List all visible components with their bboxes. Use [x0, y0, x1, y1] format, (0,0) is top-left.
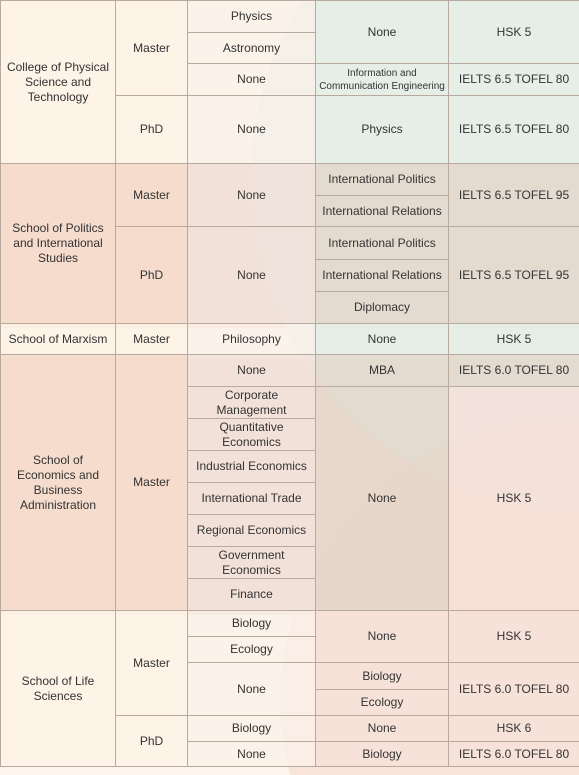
- major-cell: International Relations: [316, 260, 449, 292]
- major-cell: None: [316, 611, 449, 663]
- requirement-cell: HSK 5: [449, 387, 579, 611]
- major-cell: Physics: [316, 96, 449, 164]
- requirement-cell: IELTS 6.5 TOFEL 80: [449, 96, 579, 164]
- direction-cell: Biology: [188, 611, 316, 637]
- direction-cell: Astronomy: [188, 33, 316, 64]
- direction-cell: None: [188, 96, 316, 164]
- major-cell: MBA: [316, 355, 449, 387]
- college-cell: School of Marxism: [1, 324, 116, 355]
- direction-cell: Quantitative Economics: [188, 419, 316, 451]
- major-cell: Ecology: [316, 690, 449, 716]
- direction-cell: Philosophy: [188, 324, 316, 355]
- major-cell: None: [316, 1, 449, 64]
- direction-cell: Ecology: [188, 637, 316, 663]
- major-cell: None: [316, 387, 449, 611]
- major-cell: International Relations: [316, 196, 449, 227]
- direction-cell: None: [188, 355, 316, 387]
- direction-cell: Government Economics: [188, 547, 316, 579]
- degree-cell: Master: [116, 355, 188, 611]
- degree-cell: PhD: [116, 96, 188, 164]
- direction-cell: Finance: [188, 579, 316, 611]
- direction-cell: Regional Economics: [188, 515, 316, 547]
- degree-cell: PhD: [116, 716, 188, 767]
- major-cell: Information and Communication Engineering: [316, 64, 449, 96]
- requirement-cell: HSK 5: [449, 1, 579, 64]
- direction-cell: International Trade: [188, 483, 316, 515]
- degree-cell: Master: [116, 324, 188, 355]
- major-cell: Diplomacy: [316, 292, 449, 324]
- direction-cell: Industrial Economics: [188, 451, 316, 483]
- major-cell: None: [316, 324, 449, 355]
- major-cell: International Politics: [316, 227, 449, 260]
- requirement-cell: IELTS 6.0 TOFEL 80: [449, 742, 579, 767]
- requirement-cell: IELTS 6.5 TOFEL 95: [449, 164, 579, 227]
- direction-cell: None: [188, 164, 316, 227]
- college-cell: College of Physical Science and Technology: [1, 1, 116, 164]
- degree-cell: PhD: [116, 227, 188, 324]
- requirement-cell: HSK 5: [449, 611, 579, 663]
- requirement-cell: IELTS 6.5 TOFEL 95: [449, 227, 579, 324]
- direction-cell: Physics: [188, 1, 316, 33]
- requirement-cell: IELTS 6.0 TOFEL 80: [449, 355, 579, 387]
- requirement-cell: HSK 5: [449, 324, 579, 355]
- degree-cell: Master: [116, 611, 188, 716]
- direction-cell: None: [188, 663, 316, 716]
- degree-cell: Master: [116, 1, 188, 96]
- college-cell: School of Economics and Business Administration: [1, 355, 116, 611]
- requirement-cell: IELTS 6.0 TOFEL 80: [449, 663, 579, 716]
- requirement-cell: IELTS 6.5 TOFEL 80: [449, 64, 579, 96]
- major-cell: None: [316, 716, 449, 742]
- college-cell: School of Politics and International Studies: [1, 164, 116, 324]
- major-cell: Biology: [316, 663, 449, 690]
- direction-cell: None: [188, 227, 316, 324]
- requirement-cell: HSK 6: [449, 716, 579, 742]
- major-cell: Biology: [316, 742, 449, 767]
- direction-cell: Corporate Management: [188, 387, 316, 419]
- degree-cell: Master: [116, 164, 188, 227]
- major-cell: International Politics: [316, 164, 449, 196]
- direction-cell: None: [188, 64, 316, 96]
- direction-cell: Biology: [188, 716, 316, 742]
- direction-cell: None: [188, 742, 316, 767]
- college-cell: School of Life Sciences: [1, 611, 116, 767]
